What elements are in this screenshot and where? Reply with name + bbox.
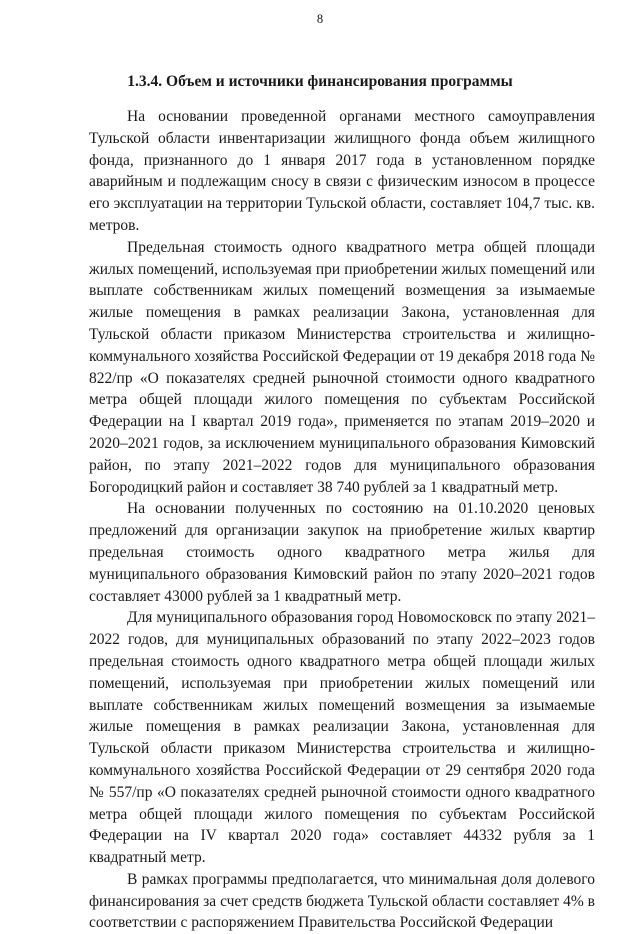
- paragraph: На основании полученных по состоянию на 01.10.2020 ценовых предложений для организации закупок на приобретение жилых квартир предельная стоимость одного квадратного метра жилья для муниципального образования Кимовский район по этапу 2020–2021 годов составляет 43000 рублей за 1 квадратный метр.: [89, 500, 595, 605]
- paragraph: В рамках программы предполагается, что минимальная доля долевого финансирования за счет средств бюджета Тульской области составляет 4% в соответствии с распоряжением Правительства Российской Федерации: [89, 870, 595, 932]
- section-heading: 1.3.4. Объем и источники финансирования программы: [127, 73, 513, 90]
- body-text: [89, 106, 595, 934]
- paragraph: На основании проведенной органами местного самоуправления Тульской области инвентаризации жилищного фонда объем жилищного фонда, признанного до 1 января 2017 года в установленном порядке аварийным и подлежащим сносу в связи с физическим износом в процессе его эксплуатации на территории Тульской области, составляет 104,7 тыс. кв. метров.: [89, 108, 595, 234]
- paragraph: Для муниципального образования город Новомосковск по этапу 2021–2022 годов, для муниципальных образований по этапу 2022–2023 годов предельная стоимость одного квадратного метра общей площади жилых помещений, используемая при приобретении жилых помещений или выплате собственникам жилых помещений возмещения за изымаемые жилые помещения в рамках реализации Закона, установленная для Тульской области приказом Министерства строительства и жилищно-коммунального хозяйства Российской Федерации от 29 сентября 2020 года № 557/пр «О показателях средней рыночной стоимости одного квадратного метра общей площади жилого помещения по субъектам Российской Федерации на IV квартал 2020 года» составляет 44332 рубля за 1 квадратный метр.: [89, 609, 595, 867]
- paragraph: Предельная стоимость одного квадратного метра общей площади жилых помещений, используемая при приобретении жилых помещений или выплате собственникам жилых помещений возмещения за изымаемые жилые помещения в рамках реализации Закона, установленная для Тульской области приказом Министерства строительства и жилищно-коммунального хозяйства Российской Федерации от 19 декабря 2018 года № 822/пр «О показателях средней рыночной стоимости одного квадратного метра общей площади жилого помещения по субъектам Российской Федерации на I квартал 2019 года», применяется по этапам 2019–2020 и 2020–2021 годов, за исключением муниципального образования Кимовский район, по этапу 2021–2022 годов для муниципального образования Богородицкий район и составляет 38 740 рублей за 1 квадратный метр.: [89, 238, 595, 496]
- page-number: 8: [316, 12, 324, 26]
